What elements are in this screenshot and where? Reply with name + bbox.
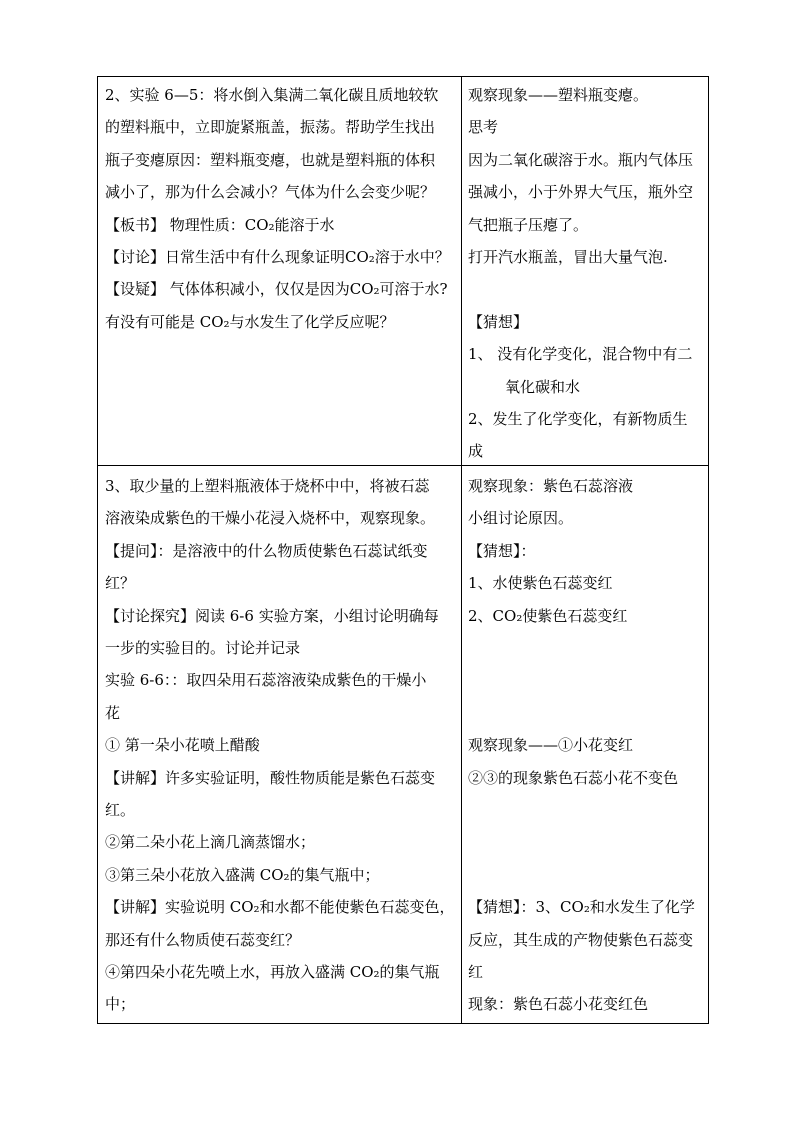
text-line: 强减小，小于外界大气压，瓶外空 (468, 183, 694, 202)
text-line: 1、 没有化学变化，混合物中有二 (468, 345, 693, 364)
text-line: ① 第一朵小花喷上醋酸 (105, 736, 260, 755)
text-line: 红 (468, 963, 484, 981)
text-line: 3、取少量的上塑料瓶液体于烧杯中中，将被石蕊 (105, 477, 430, 495)
text-line: 【猜想】 (468, 312, 529, 331)
text-line: 红。 (105, 801, 136, 819)
text-line: ②第二朵小花上滴几滴蒸馏水； (105, 833, 316, 852)
text-line: ④第四朵小花先喷上水，再放入盛满 CO₂的集气瓶 (105, 963, 440, 981)
text-line: 反应，其生成的产物使紫色石蕊变 (468, 930, 694, 949)
text-line: 【猜想】：3、CO₂和水发生了化学 (468, 898, 695, 917)
text-line: ②③的现象紫色石蕊小花不变色 (468, 768, 679, 787)
text-line: 2、CO₂使紫色石蕊变红 (468, 606, 628, 625)
text-line: 因为二氧化碳溶于水。瓶内气体压 (468, 150, 694, 169)
text-line: 红？ (105, 574, 136, 593)
text-line: 花 (105, 703, 121, 722)
table-cell-r2-student (461, 465, 709, 1024)
text-line: 气把瓶子压瘪了。 (468, 215, 589, 234)
text-line: 【讲解】实验说明 CO₂和水都不能使紫色石蕊变色， (105, 898, 455, 917)
text-line: 1、水使紫色石蕊变红 (468, 574, 613, 593)
text-line: 那还有什么物质使石蕊变红？ (105, 930, 301, 949)
text-line: 【讨论探究】阅读 6-6 实验方案，小组讨论明确每 (105, 606, 439, 625)
text-line: 氧化碳和水 (505, 377, 581, 396)
text-line: 2、发生了化学变化，有新物质生 (468, 410, 688, 428)
table-cell-r1-student (461, 76, 709, 466)
text-line: 有没有可能是 CO₂与水发生了化学反应呢？ (105, 312, 395, 331)
text-line: 实验 6-6：：取四朵用石蕊溶液染成紫色的干燥小 (105, 671, 427, 690)
text-line: ③第三朵小花放入盛满 CO₂的集气瓶中； (105, 865, 380, 884)
text-line: 【设疑】 气体体积减小，仅仅是因为CO₂可溶于水? (105, 280, 448, 299)
text-line: 溶液染成紫色的干燥小花浸入烧杯中，观察现象。 (105, 509, 436, 528)
text-line: 的塑料瓶中，立即旋紧瓶盖，振荡。帮助学生找出 (105, 118, 436, 137)
text-line: 现象：紫色石蕊小花变红色 (468, 995, 649, 1014)
text-line: 成 (468, 442, 484, 461)
text-line: 思考 (468, 118, 499, 137)
text-line: 打开汽水瓶盖，冒出大量气泡. (468, 248, 668, 266)
text-line: 【讲解】许多实验证明，酸性物质能是紫色石蕊变 (105, 768, 436, 787)
text-line: 小组讨论原因。 (468, 509, 574, 528)
text-line: 观察现象——①小花变红 (468, 736, 634, 755)
text-line: 一步的实验目的。讨论并记录 (105, 639, 301, 657)
text-line: 减小了，那为什么会减小？气体为什么会变少呢？ (105, 183, 436, 202)
table-cell-r1-teacher (97, 76, 462, 466)
text-line: 观察现象：紫色石蕊溶液 (468, 477, 634, 495)
text-line: 2、实验 6—5：将水倒入集满二氧化碳且质地较软 (105, 86, 439, 104)
text-line: 【板书】 物理性质：CO₂能溶于水 (105, 215, 335, 234)
text-line: 观察现象——塑料瓶变瘪。 (468, 86, 649, 104)
text-line: 【猜想】： (468, 541, 536, 560)
text-line: 【提问】：是溶液中的什么物质使紫色石蕊试纸变 (105, 541, 428, 560)
text-line: 瓶子变瘪原因：塑料瓶变瘪，也就是塑料瓶的体积 (105, 150, 436, 169)
table-cell-r2-teacher (97, 465, 462, 1024)
text-line: 中； (105, 995, 136, 1014)
text-line: 【讨论】日常生活中有什么现象证明CO₂溶于水中？ (105, 248, 450, 266)
